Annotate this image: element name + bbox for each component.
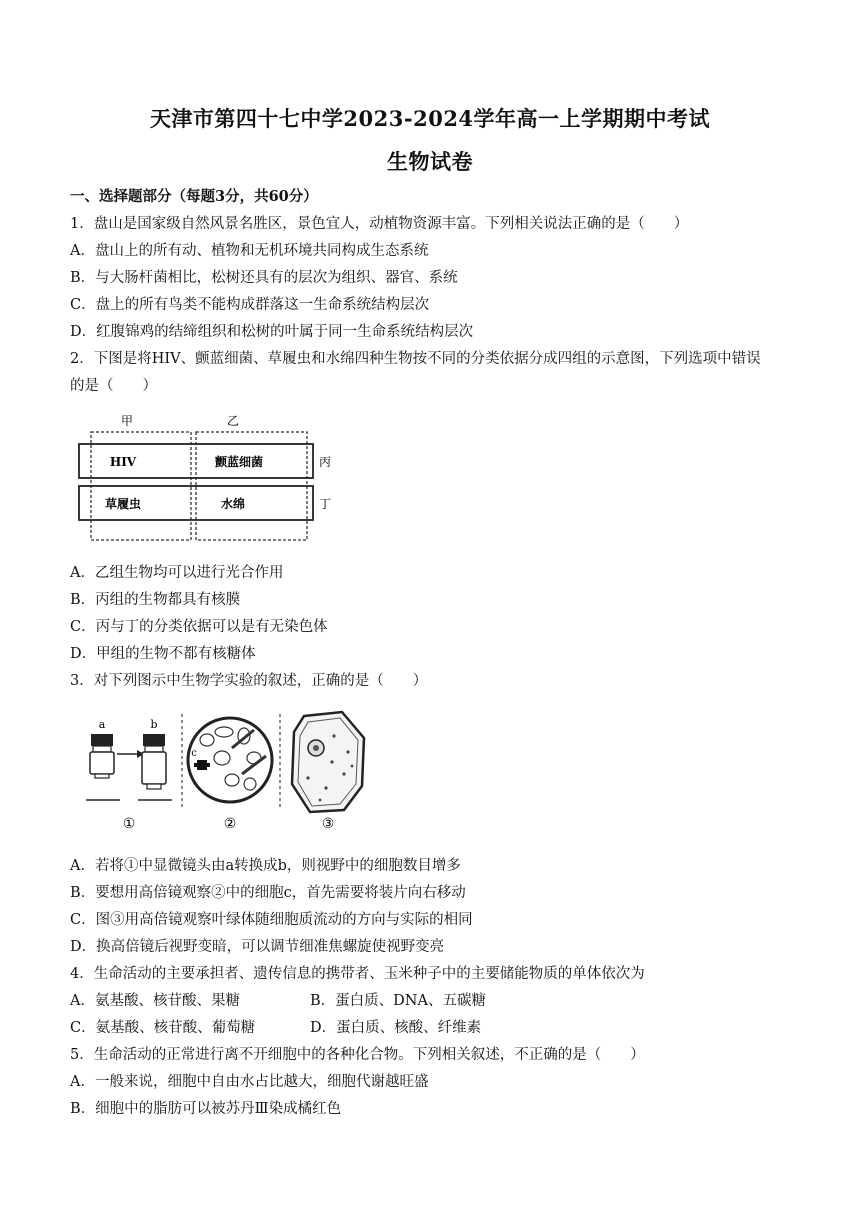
panel-number-2: ② — [223, 816, 237, 832]
nucleolus — [313, 745, 319, 751]
panel-1-objectives — [86, 718, 172, 832]
chloroplast-6 — [330, 760, 333, 763]
cell-wall — [292, 712, 364, 812]
lens-b-threads — [143, 734, 165, 746]
lens-a-collar — [93, 746, 111, 752]
q2-option-c: C．丙与丁的分类依据可以是有无染色体 — [70, 619, 328, 635]
label-ding: 丁 — [318, 497, 332, 511]
q5-option-a: A．一般来说，细胞中自由水占比越大，细胞代谢越旺盛 — [70, 1074, 429, 1090]
lens-b-body — [142, 752, 166, 784]
label-yi: 乙 — [226, 414, 240, 428]
q2-stem-line1: 2．下图是将HIV、颤蓝细菌、草履虫和水绵四种生物按不同的分类依据分成四组的示意图，下列选项中错误 — [70, 351, 761, 367]
q4-option-a: A．氨基酸、核苷酸、果糖 — [70, 993, 240, 1009]
cell-spirogyra: 水绵 — [220, 497, 246, 511]
chloroplast-8 — [319, 799, 322, 802]
lens-a-body — [90, 752, 114, 774]
cell-cyanobacteria: 颤蓝细菌 — [214, 455, 264, 469]
lens-b-collar — [145, 746, 163, 752]
label-jia: 甲 — [120, 414, 134, 428]
q4-option-d: D．蛋白质、核酸、纤维素 — [310, 1020, 482, 1036]
cell-paramecium: 草履虫 — [104, 497, 142, 511]
q2-option-a: A．乙组生物均可以进行光合作用 — [70, 565, 284, 581]
lens-a-tip — [95, 774, 109, 778]
q2-option-b: B．丙组的生物都具有核膜 — [70, 592, 241, 608]
cell-hiv: HIV — [109, 455, 137, 469]
q3-option-c: C．图③用高倍镜观察叶绿体随细胞质流动的方向与实际的相同 — [70, 912, 473, 928]
q1-option-d: D．红腹锦鸡的结缔组织和松树的叶属于同一生命系统结构层次 — [70, 324, 474, 340]
q2-stem-line2: 的是（ ） — [70, 378, 157, 394]
q4-stem: 4．生命活动的主要承担者、遗传信息的携带者、玉米种子中的主要储能物质的单体依次为 — [70, 966, 645, 982]
q3-microscope-figure — [82, 708, 372, 838]
chloroplast-2 — [346, 750, 349, 753]
q2-option-d: D．甲组的生物不都有核糖体 — [70, 646, 256, 662]
q3-stem: 3．对下列图示中生物学实验的叙述，正确的是（ ） — [70, 673, 428, 689]
q1-stem: 1．盘山是国家级自然风景名胜区，景色宜人，动植物资源丰富。下列相关说法正确的是（ ） — [70, 216, 689, 232]
cell-c-mark-bar — [194, 763, 210, 767]
q4-option-c: C．氨基酸、核苷酸、葡萄糖 — [70, 1020, 256, 1036]
q1-option-a: A．盘山上的所有动、植物和无机环境共同构成生态系统 — [70, 243, 429, 259]
chloroplast-3 — [342, 772, 345, 775]
q2-classification-figure — [75, 410, 335, 545]
lens-b-tip — [147, 784, 161, 789]
exam-title: 天津市第四十七中学2023-2024学年高一上学期期中考试 — [149, 106, 711, 131]
chloroplast-5 — [306, 776, 309, 779]
label-a: a — [98, 718, 106, 731]
exam-subtitle: 生物试卷 — [387, 149, 473, 174]
panel-2-field-of-view — [188, 718, 272, 832]
q1-option-c: C．盘上的所有鸟类不能构成群落这一生命系统结构层次 — [70, 297, 430, 313]
q3-option-d: D．换高倍镜后视野变暗，可以调节细准焦螺旋使视野变亮 — [70, 939, 445, 955]
q4-option-b: B．蛋白质、DNA、五碳糖 — [310, 993, 486, 1009]
panel-number-1: ① — [122, 816, 136, 832]
chloroplast-7 — [351, 765, 354, 768]
q5-stem: 5．生命活动的正常进行离不开细胞中的各种化合物。下列相关叙述，不正确的是（ ） — [70, 1047, 645, 1063]
q5-option-b: B．细胞中的脂肪可以被苏丹Ⅲ染成橘红色 — [70, 1101, 342, 1117]
lens-a-threads — [91, 734, 113, 746]
chloroplast-4 — [324, 786, 327, 789]
panel-number-3: ③ — [321, 816, 335, 832]
label-c: c — [191, 748, 197, 759]
q3-option-a: A．若将①中显微镜头由a转换成b，则视野中的细胞数目增多 — [70, 858, 461, 874]
chloroplast-1 — [332, 734, 335, 737]
q3-option-b: B．要想用高倍镜观察②中的细胞c，首先需要将装片向右移动 — [70, 885, 466, 901]
panel-3-plant-cell — [292, 712, 364, 832]
q1-option-b: B．与大肠杆菌相比，松树还具有的层次为组织、器官、系统 — [70, 270, 458, 286]
label-b: b — [150, 718, 158, 731]
section-heading: 一、选择题部分（每题3分，共60分） — [70, 188, 318, 205]
label-bing: 丙 — [318, 455, 332, 469]
